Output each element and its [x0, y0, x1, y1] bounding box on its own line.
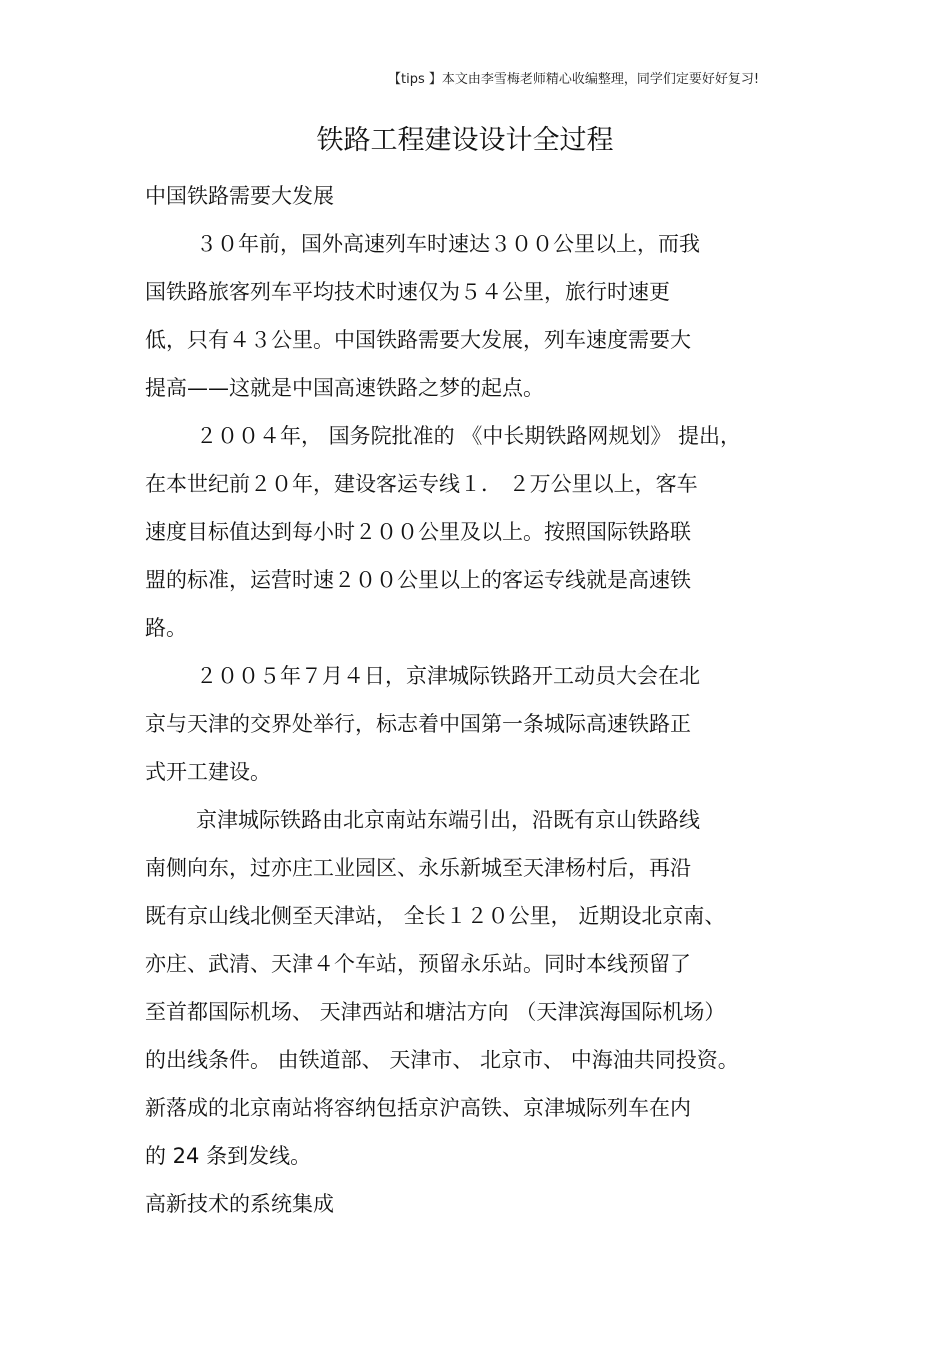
paragraph-line: 式开工建设。: [145, 760, 271, 784]
paragraph-line: ３０年前，国外高速列车时速达３００公里以上，而我: [196, 232, 700, 256]
paragraph-line: 国铁路旅客列车平均技术时速仅为５４公里，旅行时速更: [145, 280, 670, 304]
paragraph-line: 京津城际铁路由北京南站东端引出，沿既有京山铁路线: [196, 808, 700, 832]
paragraph-line: ２００４年， 国务院批准的 《中长期铁路网规划》 提出，: [196, 424, 742, 448]
paragraph-line: 京与天津的交界处举行，标志着中国第一条城际高速铁路正: [145, 712, 691, 736]
paragraph-line: 的 24 条到发线。: [145, 1144, 312, 1168]
section-heading: 中国铁路需要大发展: [145, 184, 334, 208]
paragraph-line: 低，只有４３公里。中国铁路需要大发展，列车速度需要大: [145, 328, 691, 352]
paragraph-line: ２００５年７月４日，京津城际铁路开工动员大会在北: [196, 664, 700, 688]
paragraph-line: 至首都国际机场、 天津西站和塘沽方向 （天津滨海国际机场）: [145, 1000, 726, 1024]
paragraph-line: 南侧向东，过亦庄工业园区、永乐新城至天津杨村后，再沿: [145, 856, 691, 880]
section-heading: 高新技术的系统集成: [145, 1192, 334, 1216]
paragraph-line: 速度目标值达到每小时２００公里及以上。按照国际铁路联: [145, 520, 691, 544]
paragraph-line: 新落成的北京南站将容纳包括京沪高铁、京津城际列车在内: [145, 1096, 691, 1120]
paragraph-line: 在本世纪前２０年，建设客运专线１． ２万公里以上，客车: [145, 472, 698, 496]
paragraph-line: 的出线条件。 由铁道部、 天津市、 北京市、 中海油共同投资。: [145, 1048, 739, 1072]
document-title: 铁路工程建设设计全过程: [316, 125, 614, 156]
paragraph-line: 亦庄、武清、天津４个车站，预留永乐站。同时本线预留了: [145, 952, 691, 976]
paragraph-line: 既有京山线北侧至天津站， 全长１２０公里， 近期设北京南、: [145, 904, 726, 928]
paragraph-line: 路。: [145, 616, 187, 640]
header-tips-note: 【tips 】本文由李雪梅老师精心收编整理，同学们定要好好复习!: [388, 72, 760, 87]
paragraph-line: 盟的标准，运营时速２００公里以上的客运专线就是高速铁: [145, 568, 691, 592]
paragraph-line: 提高——这就是中国高速铁路之梦的起点。: [145, 376, 544, 400]
